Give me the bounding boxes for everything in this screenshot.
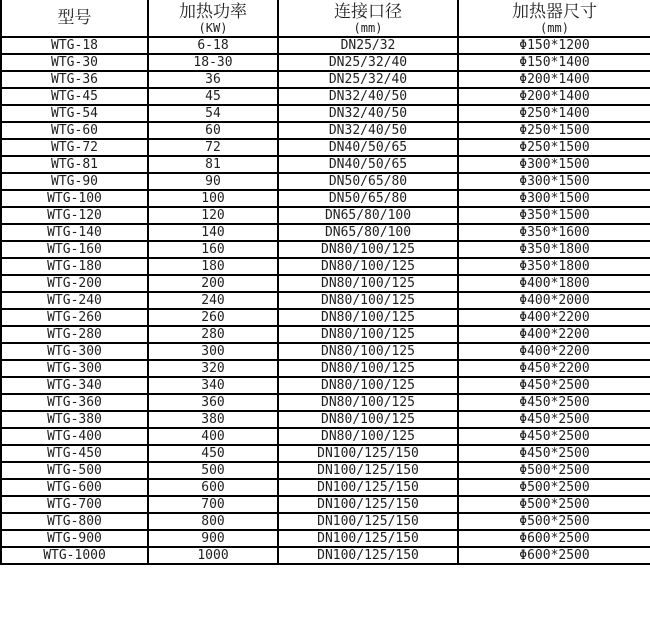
table-cell-connection: DN80/100/125 [278,394,458,411]
table-cell-size: Φ500*2500 [458,513,650,530]
table-cell-connection: DN100/125/150 [278,513,458,530]
table-cell-connection: DN80/100/125 [278,428,458,445]
table-row [1,122,650,139]
table-cell-power: 45 [148,88,278,105]
table-cell-size: Φ150*1400 [458,54,650,71]
table-cell-connection: DN40/50/65 [278,139,458,156]
table-cell-size: Φ250*1500 [458,122,650,139]
table-cell-connection: DN25/32 [278,37,458,54]
table-cell-power: 72 [148,139,278,156]
table-cell-size: Φ500*2500 [458,479,650,496]
table-cell-model: WTG-300 [1,360,148,377]
table-row [1,173,650,190]
table-cell-connection: DN100/125/150 [278,496,458,513]
table-cell-power: 800 [148,513,278,530]
column-header-power [148,0,278,37]
table-cell-model: WTG-54 [1,105,148,122]
column-header-size [458,0,650,37]
table-row [1,241,650,258]
table-cell-connection: DN100/125/150 [278,479,458,496]
table-cell-connection: DN80/100/125 [278,411,458,428]
table-cell-power: 380 [148,411,278,428]
table-cell-size: Φ250*1500 [458,139,650,156]
table-cell-power: 260 [148,309,278,326]
table-cell-model: WTG-600 [1,479,148,496]
table-cell-power: 1000 [148,547,278,564]
table-row [1,479,650,496]
table-cell-model: WTG-200 [1,275,148,292]
table-cell-connection: DN40/50/65 [278,156,458,173]
table-cell-size: Φ200*1400 [458,88,650,105]
column-title: 加热功率 [179,1,247,21]
table-row [1,156,650,173]
table-cell-size: Φ350*1500 [458,207,650,224]
table-row [1,377,650,394]
table-cell-size: Φ500*2500 [458,496,650,513]
table-cell-size: Φ200*1400 [458,71,650,88]
table-cell-power: 340 [148,377,278,394]
table-cell-size: Φ450*2500 [458,411,650,428]
table-cell-connection: DN65/80/100 [278,207,458,224]
table-cell-model: WTG-81 [1,156,148,173]
table-cell-power: 160 [148,241,278,258]
column-header-model [1,0,148,37]
table-cell-connection: DN100/125/150 [278,530,458,547]
table-cell-model: WTG-160 [1,241,148,258]
table-cell-size: Φ500*2500 [458,462,650,479]
table-cell-model: WTG-180 [1,258,148,275]
table-cell-size: Φ350*1800 [458,241,650,258]
table-cell-model: WTG-900 [1,530,148,547]
table-cell-model: WTG-260 [1,309,148,326]
column-unit: (mm) [540,20,569,35]
table-row [1,207,650,224]
table-cell-model: WTG-360 [1,394,148,411]
table-row [1,394,650,411]
table-cell-power: 400 [148,428,278,445]
table-cell-power: 54 [148,105,278,122]
table-cell-size: Φ450*2500 [458,428,650,445]
table-cell-size: Φ400*2200 [458,309,650,326]
table-cell-connection: DN100/125/150 [278,547,458,564]
column-title: 型号 [57,8,92,27]
table-cell-model: WTG-30 [1,54,148,71]
spec-table-head-row [1,0,650,37]
spec-table-body [1,37,650,564]
table-cell-size: Φ300*1500 [458,190,650,207]
table-cell-size: Φ600*2500 [458,547,650,564]
table-row [1,105,650,122]
table-row [1,139,650,156]
table-cell-size: Φ400*2000 [458,292,650,309]
table-cell-model: WTG-800 [1,513,148,530]
table-row [1,326,650,343]
table-cell-connection: DN80/100/125 [278,309,458,326]
table-cell-power: 280 [148,326,278,343]
table-cell-power: 300 [148,343,278,360]
table-cell-model: WTG-450 [1,445,148,462]
table-row [1,190,650,207]
table-cell-power: 320 [148,360,278,377]
table-cell-model: WTG-45 [1,88,148,105]
table-cell-connection: DN80/100/125 [278,343,458,360]
table-cell-model: WTG-240 [1,292,148,309]
table-cell-power: 81 [148,156,278,173]
table-cell-connection: DN80/100/125 [278,326,458,343]
table-cell-size: Φ450*2500 [458,394,650,411]
table-cell-power: 180 [148,258,278,275]
table-cell-size: Φ600*2500 [458,530,650,547]
table-cell-model: WTG-280 [1,326,148,343]
table-cell-connection: DN80/100/125 [278,360,458,377]
table-cell-connection: DN100/125/150 [278,462,458,479]
table-row [1,428,650,445]
table-cell-power: 500 [148,462,278,479]
table-cell-connection: DN25/32/40 [278,71,458,88]
table-row [1,343,650,360]
table-cell-size: Φ150*1200 [458,37,650,54]
table-cell-size: Φ250*1400 [458,105,650,122]
table-cell-connection: DN80/100/125 [278,241,458,258]
column-title: 加热器尺寸 [512,1,597,21]
table-cell-model: WTG-120 [1,207,148,224]
table-row [1,445,650,462]
table-row [1,547,650,564]
table-cell-power: 600 [148,479,278,496]
table-row [1,292,650,309]
column-header-connection [278,0,458,37]
table-cell-size: Φ300*1500 [458,173,650,190]
table-cell-size: Φ300*1500 [458,156,650,173]
table-cell-connection: DN80/100/125 [278,377,458,394]
table-row [1,513,650,530]
table-cell-model: WTG-18 [1,37,148,54]
table-cell-power: 240 [148,292,278,309]
table-row [1,37,650,54]
table-cell-power: 900 [148,530,278,547]
table-row [1,224,650,241]
table-cell-model: WTG-36 [1,71,148,88]
table-row [1,360,650,377]
table-cell-power: 700 [148,496,278,513]
table-cell-connection: DN50/65/80 [278,190,458,207]
table-cell-model: WTG-380 [1,411,148,428]
table-row [1,496,650,513]
table-row [1,462,650,479]
table-cell-size: Φ400*2200 [458,326,650,343]
table-cell-connection: DN25/32/40 [278,54,458,71]
table-cell-connection: DN100/125/150 [278,445,458,462]
table-cell-size: Φ450*2500 [458,377,650,394]
table-cell-model: WTG-140 [1,224,148,241]
table-cell-power: 60 [148,122,278,139]
table-row [1,530,650,547]
table-cell-size: Φ350*1800 [458,258,650,275]
table-cell-power: 6-18 [148,37,278,54]
table-row [1,54,650,71]
table-cell-connection: DN80/100/125 [278,275,458,292]
table-cell-model: WTG-400 [1,428,148,445]
column-unit: (mm) [353,20,383,35]
table-cell-connection: DN50/65/80 [278,173,458,190]
table-cell-size: Φ350*1600 [458,224,650,241]
table-cell-power: 140 [148,224,278,241]
table-cell-model: WTG-500 [1,462,148,479]
table-cell-connection: DN32/40/50 [278,122,458,139]
table-row [1,275,650,292]
table-cell-power: 200 [148,275,278,292]
table-cell-size: Φ400*1800 [458,275,650,292]
table-row [1,88,650,105]
table-cell-power: 120 [148,207,278,224]
table-cell-model: WTG-1000 [1,547,148,564]
table-cell-size: Φ450*2500 [458,445,650,462]
table-cell-connection: DN80/100/125 [278,292,458,309]
table-cell-power: 18-30 [148,54,278,71]
table-row [1,411,650,428]
table-row [1,71,650,88]
table-cell-connection: DN32/40/50 [278,105,458,122]
table-cell-model: WTG-60 [1,122,148,139]
table-cell-model: WTG-300 [1,343,148,360]
column-title: 连接口径 [334,1,402,21]
table-cell-power: 90 [148,173,278,190]
table-cell-model: WTG-700 [1,496,148,513]
table-cell-connection: DN65/80/100 [278,224,458,241]
table-cell-model: WTG-100 [1,190,148,207]
table-cell-power: 360 [148,394,278,411]
table-row [1,309,650,326]
table-cell-model: WTG-72 [1,139,148,156]
column-unit: (KW) [198,20,228,35]
table-cell-model: WTG-90 [1,173,148,190]
table-cell-size: Φ450*2200 [458,360,650,377]
table-cell-connection: DN80/100/125 [278,258,458,275]
table-cell-power: 100 [148,190,278,207]
table-cell-connection: DN32/40/50 [278,88,458,105]
table-cell-size: Φ400*2200 [458,343,650,360]
table-cell-power: 36 [148,71,278,88]
table-row [1,258,650,275]
table-cell-power: 450 [148,445,278,462]
table-cell-model: WTG-340 [1,377,148,394]
